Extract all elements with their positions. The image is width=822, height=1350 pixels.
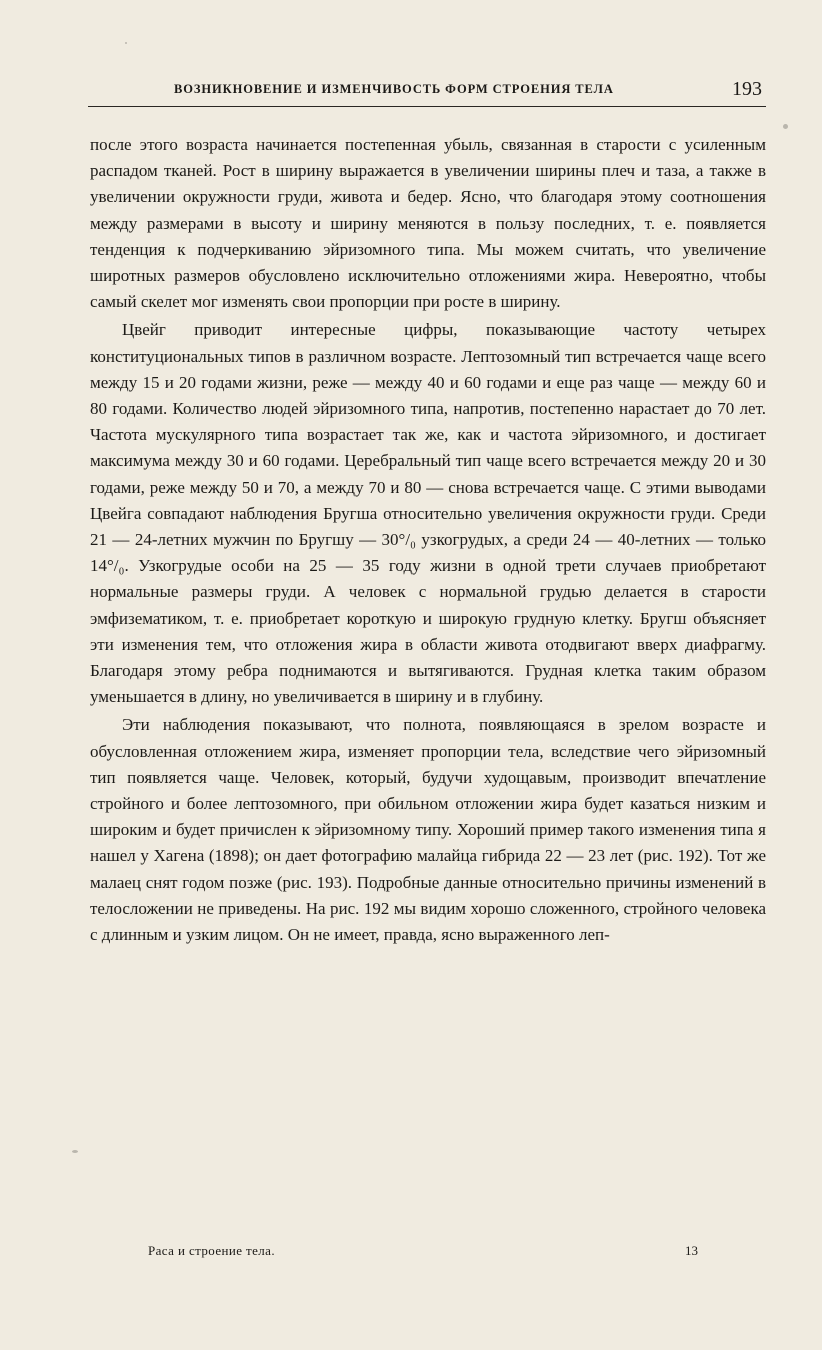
paper-speck [72, 1150, 78, 1153]
body-text [90, 132, 766, 948]
paragraph-zweig-frequencies: Цвейг приводит интересные цифры, показывающие частоту четырех конституциональных типов в различном возрасте. Лептозомный тип встречается чаще всего между 15 и 20 годами жизни, реже — между 40 и 60 годами и еще раз чаще — между 60 и 80 годами. Количество людей эйризомного типа, напротив, постепенно нарастает до 70 лет. Частота мускулярного типа возрастает так же, как и частота эйризомного, и достигает максимума между 30 и 60 годами. Церебральный тип чаще всего встречается между 20 и 30 годами, реже между 50 и 70, а между 70 и 80 — снова встречается чаще. С этими выводами Цвейга совпадают наблюдения Бругша относительно увеличения окружности груди. Среди 21 — 24-летних мужчин по Бругшу — 30°/₀ узкогрудых, а среди 24 — 40-летних — только 14°/₀. Узкогрудые особи на 25 — 35 году жизни в одной трети случаев приобретают нормальные размеры груди. А человек с нормальной грудью делается в старости эмфизематиком, т. е. приобретает короткую и широкую грудную клетку. Бругш объясняет эти изменения тем, что отложения жира в области живота отодвигают вверх диафрагму. Благодаря этому ребра поднимаются и вытягиваются. Грудная клетка таким образом уменьшается в длину, но увеличивается в ширину и в глубину. [90, 320, 766, 707]
running-header [88, 78, 766, 107]
signature-mark: 13 [685, 1243, 698, 1258]
running-title: ВОЗНИКНОВЕНИЕ И ИЗМЕНЧИВОСТЬ ФОРМ СТРОЕНИЯ ТЕЛА [174, 82, 614, 96]
paragraph-continued: после этого возраста начинается постепенная убыль, связанная в старости с усиленным распадом тканей. Рост в ширину выражается в увеличении ширины плеч и таза, а также в увеличении окружности груди, живота и бедер. Ясно, что благодаря этому соотношения между размерами в высоту и ширину меняются в пользу последних, т. е. появляется тенденция к подчеркиванию эйризомного типа. Мы можем считать, что увеличение широтных размеров обусловлено исключительно отложениями жира. Невероятно, чтобы самый скелет мог изменять свои пропорции при росте в ширину. [90, 135, 766, 312]
paper-speck [783, 124, 788, 129]
footer-book-title: Раса и строение тела. [148, 1243, 275, 1258]
paper-speck [125, 42, 127, 44]
page-number: 193 [732, 78, 762, 100]
paragraph-observations: Эти наблюдения показывают, что полнота, появляющаяся в зрелом возрасте и обусловленная отложением жира, изменяет пропорции тела, вследствие чего эйризомный тип появляется чаще. Человек, который, будучи худощавым, производит впечатление стройного и более лептозомного, при обильном отложении жира будет казаться низким и широким и будет причислен к эйризомному типу. Хороший пример такого изменения типа я нашел у Хагена (1898); он дает фотографию малайца гибрида 22 — 23 лет (рис. 192). Тот же малаец снят годом позже (рис. 193). Подробные данные относительно причины изменений в телосложении не приведены. На рис. 192 мы видим хорошо сложенного, стройного человека с длинным и узким лицом. Он не имеет, правда, ясно выраженного леп- [90, 715, 766, 945]
